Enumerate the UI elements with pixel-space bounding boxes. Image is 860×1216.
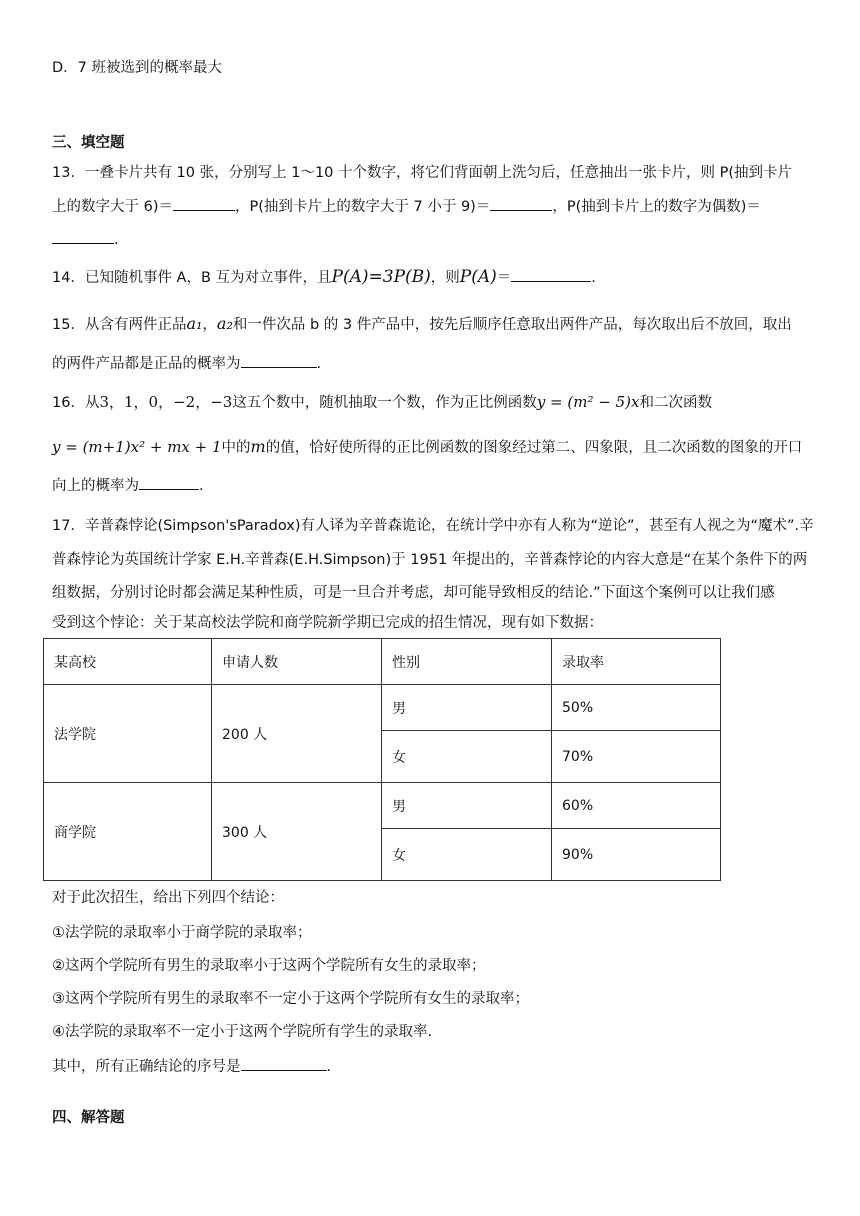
q14-text-c: ＝ xyxy=(496,270,512,286)
q15-text-b: 和一件次品 b 的 3 件产品中，按先后顺序任意取出两件产品，每次取出后不放回，取出 xyxy=(232,317,792,333)
q15-end: . xyxy=(316,356,322,372)
q16-numbers: 3，1，0，−2，−3 xyxy=(99,393,233,411)
q13-line3 xyxy=(52,229,119,250)
q13-blank-3[interactable] xyxy=(52,229,114,244)
q17-line2: 普森悖论为英国统计学家 E.H.辛普森(E.H.Simpson)于 1951 年提出的，辛普森悖论的内容大意是“在某个条件下的两 xyxy=(52,552,808,568)
q14-expr-2: P(A) xyxy=(459,267,497,287)
q15-line2 xyxy=(52,353,321,374)
q16-line2 xyxy=(52,437,802,458)
table-row xyxy=(44,685,721,731)
q15-line1 xyxy=(52,314,792,335)
q16-text-b: 这五个数中，随机抽取一个数，作为正比例函数 xyxy=(232,395,537,411)
q15-text-a: 15．从含有两件正品 xyxy=(52,317,187,333)
table-header-cell: 申请人数 xyxy=(212,639,382,685)
q14-text-a: 14．已知随机事件 A，B 互为对立事件，且 xyxy=(52,270,332,286)
q15-a1: a₁ xyxy=(186,314,203,333)
table-header-row xyxy=(44,639,721,685)
school-cell: 法学院 xyxy=(44,685,212,783)
q17-line1: 17．辛普森悖论(Simpson'sParadox)有人译为辛普森诡论，在统计学中亦有人称为“逆论”，甚至有人视之为“魔术”.辛 xyxy=(52,518,814,534)
admission-table xyxy=(43,638,721,881)
q16-text-c: 和二次函数 xyxy=(639,395,712,411)
q14-line xyxy=(52,267,596,288)
q15-sep: ， xyxy=(202,317,217,333)
table-header-cell: 性别 xyxy=(382,639,552,685)
q13-line2 xyxy=(52,196,761,217)
q17-end: . xyxy=(326,1059,332,1075)
q17-question xyxy=(52,1056,331,1077)
q15-blank[interactable] xyxy=(241,353,317,368)
gender-cell: 女 xyxy=(382,829,552,881)
count-cell: 200 人 xyxy=(212,685,382,783)
q14-blank[interactable] xyxy=(511,267,591,282)
q14-expr-1: P(A)=3P(B) xyxy=(331,267,431,287)
q16-line3 xyxy=(52,475,204,496)
q13-text-a: 上的数字大于 6)＝ xyxy=(52,199,173,215)
q14-text-b: ，则 xyxy=(430,270,460,286)
q17-line3: 组数据，分别讨论时都会满足某种性质，可是一旦合并考虑，却可能导致相反的结论.”下面这个案例可以让我们感 xyxy=(52,585,775,601)
table-row xyxy=(44,783,721,829)
option-d: D．7 班被选到的概率最大 xyxy=(52,60,222,76)
conclusion-3: ③这两个学院所有男生的录取率不一定小于这两个学院所有女生的录取率； xyxy=(52,991,529,1007)
q17-ask: 其中，所有正确结论的序号是 xyxy=(52,1059,241,1075)
q16-line1 xyxy=(52,392,712,413)
conclusion-2: ②这两个学院所有男生的录取率小于这两个学院所有女生的录取率； xyxy=(52,958,486,974)
q17-intro: 对于此次招生，给出下列四个结论： xyxy=(52,890,284,906)
rate-cell: 90% xyxy=(552,829,721,881)
q16-quadratic-function: y = (m+1)x² + mx + 1 xyxy=(52,438,222,456)
q13-end: . xyxy=(114,232,119,248)
q13-line1: 13．一叠卡片共有 10 张，分别写上 1～10 十个数字，将它们背面朝上洗匀后，任意抽出一张卡片，则 P(抽到卡片 xyxy=(52,165,793,181)
q16-linear-function: y = (m² − 5)x xyxy=(536,393,640,411)
q17-blank[interactable] xyxy=(241,1056,327,1071)
q17-line4: 受到这个悖论：关于某高校法学院和商学院新学期已完成的招生情况，现有如下数据： xyxy=(52,615,603,631)
gender-cell: 男 xyxy=(382,783,552,829)
q16-text-e: 的值，恰好使所得的正比例函数的图象经过第二、四象限，且二次函数的图象的开口 xyxy=(265,440,803,456)
q13-text-c: ，P(抽到卡片上的数字为偶数)＝ xyxy=(552,199,761,215)
q13-text-b: ，P(抽到卡片上的数字大于 7 小于 9)＝ xyxy=(235,199,491,215)
rate-cell: 70% xyxy=(552,731,721,783)
q16-text-l3: 向上的概率为 xyxy=(52,478,139,494)
section-3-heading: 三、填空题 xyxy=(52,135,125,151)
q13-blank-2[interactable] xyxy=(490,196,552,211)
q16-text-a: 16．从 xyxy=(52,395,100,411)
gender-cell: 男 xyxy=(382,685,552,731)
q13-blank-1[interactable] xyxy=(173,196,235,211)
table-header-cell: 某高校 xyxy=(44,639,212,685)
section-4-heading: 四、解答题 xyxy=(52,1110,125,1126)
q15-a2: a₂ xyxy=(216,314,233,333)
q16-blank[interactable] xyxy=(139,475,199,490)
q16-text-d: 中的 xyxy=(221,440,251,456)
conclusion-1: ①法学院的录取率小于商学院的录取率； xyxy=(52,925,312,941)
q15-text-l2: 的两件产品都是正品的概率为 xyxy=(52,356,241,372)
gender-cell: 女 xyxy=(382,731,552,783)
school-cell: 商学院 xyxy=(44,783,212,881)
q16-m: m xyxy=(250,437,266,456)
q16-end: . xyxy=(199,478,204,494)
table-header-cell: 录取率 xyxy=(552,639,721,685)
rate-cell: 50% xyxy=(552,685,721,731)
count-cell: 300 人 xyxy=(212,783,382,881)
rate-cell: 60% xyxy=(552,783,721,829)
conclusion-4: ④法学院的录取率不一定小于这两个学院所有学生的录取率. xyxy=(52,1024,433,1040)
q14-end: . xyxy=(591,270,596,286)
